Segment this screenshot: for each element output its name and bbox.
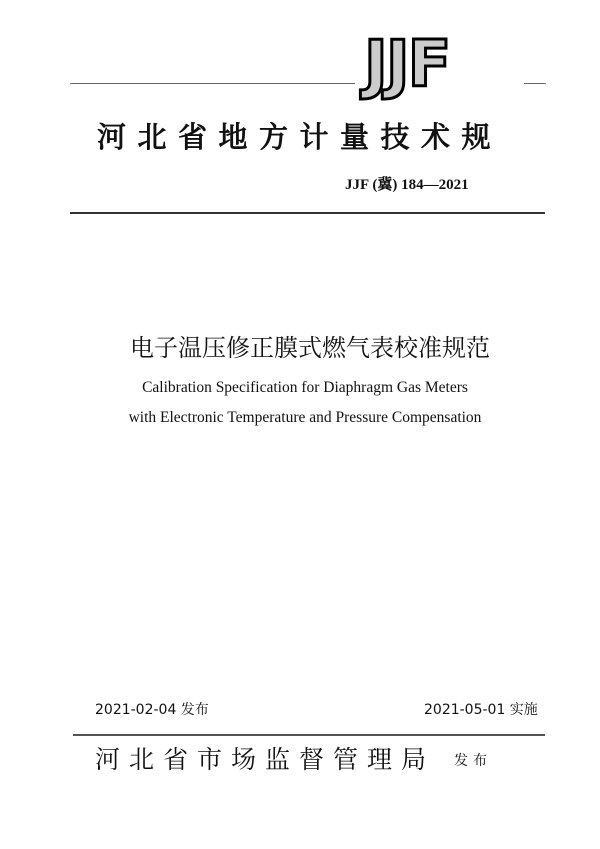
document-title-en-line2: with Electronic Temperature and Pressure Compensation <box>128 409 482 426</box>
header-rule <box>70 212 545 214</box>
document-title-en-line1: Calibration Specification for Diaphragm Gas Meters <box>142 379 468 396</box>
issue-date: 2021-02-04 发布 <box>95 702 209 718</box>
issuer: 河北省市场监督管理局 <box>95 745 436 774</box>
document-title-cn: 电子温压修正膜式燃气表校准规范 <box>130 334 490 362</box>
effective-date: 2021-05-01 实施 <box>424 702 538 718</box>
logo-text: JJF <box>364 28 450 102</box>
jjf-logo <box>364 28 516 102</box>
top-rule-left <box>70 83 355 84</box>
series-title: 河北省地方计量技术规 <box>97 120 503 154</box>
issuer-suffix: 发布 <box>454 753 492 769</box>
top-rule-right <box>524 83 546 84</box>
footer-rule <box>73 734 545 736</box>
standard-code: JJF (冀) 184—2021 <box>345 177 469 193</box>
